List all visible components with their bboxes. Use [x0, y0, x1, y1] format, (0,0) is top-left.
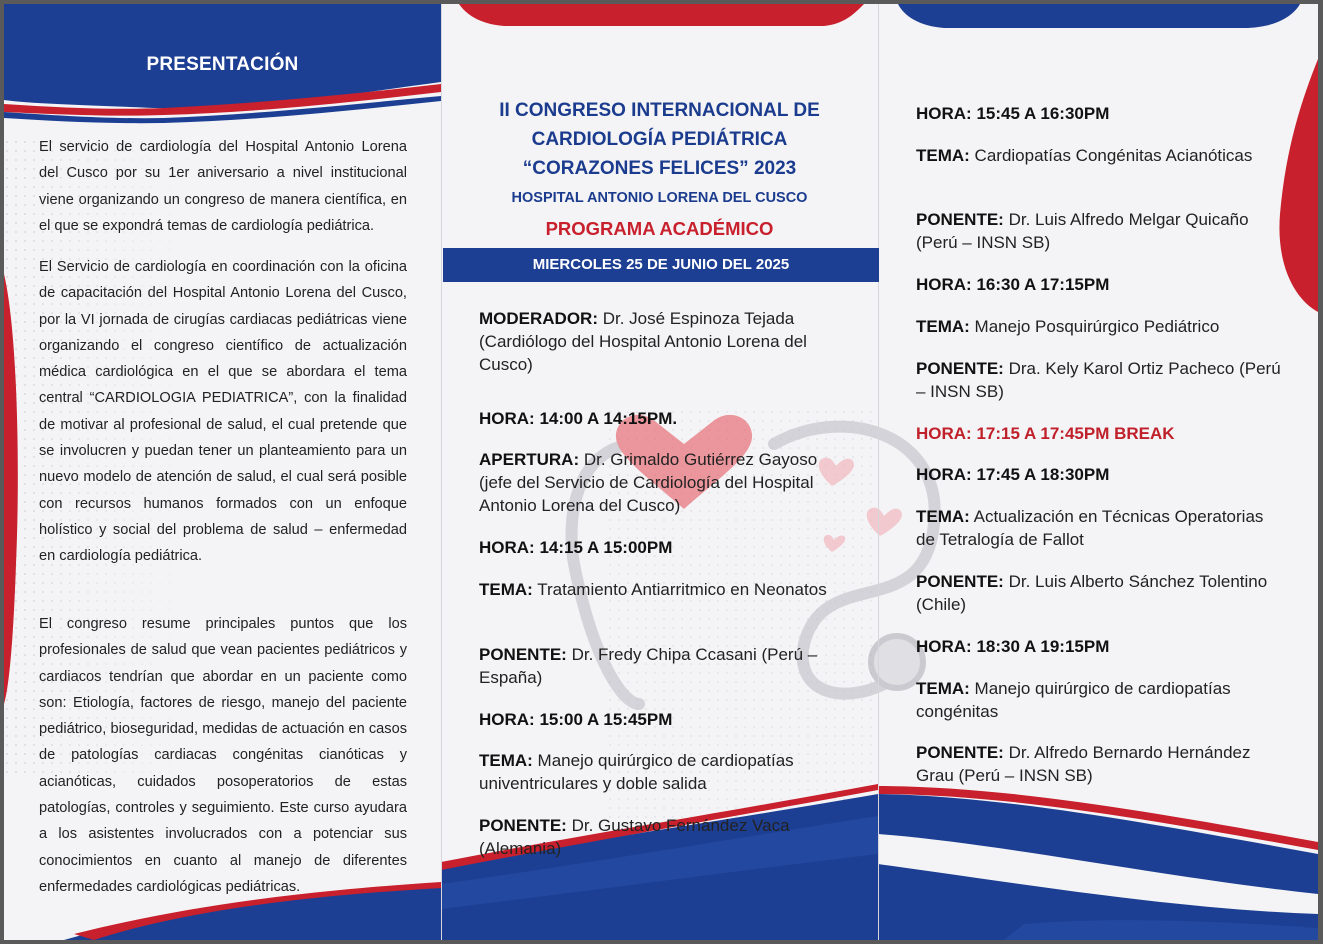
- speaker-3: PONENTE: Dr. Luis Alfredo Melgar Quicaño (Perú – INSN SB): [916, 210, 1249, 252]
- program-panel-2: [878, 4, 1318, 940]
- time-slot-1: HORA: 14:00 A 14:15PM.: [479, 409, 678, 428]
- presentation-title: PRESENTACIÓN: [146, 54, 299, 75]
- time-slot-7: HORA: 18:30 A 19:15PM: [916, 637, 1110, 656]
- opening-entry: APERTURA: Dr. Grimaldo Gutiérrez Gayoso (jefe del Servicio de Cardiología del Hospital Antonio Lorena del Cusco): [479, 450, 818, 515]
- speaker-5: PONENTE: Dr. Luis Alberto Sánchez Tolentino (Chile): [916, 572, 1268, 614]
- speaker-4: PONENTE: Dra. Kely Karol Ortiz Pacheco (Perú – INSN SB): [916, 359, 1281, 401]
- topic-3: TEMA: Cardiopatías Congénitas Acianóticas: [916, 146, 1253, 165]
- date-band: MIERCOLES 25 DE JUNIO DEL 2025: [443, 248, 879, 282]
- brochure-page: [4, 4, 1318, 940]
- title-line-2: CARDIOLOGÍA PEDIÁTRICA: [531, 129, 788, 150]
- presentation-panel: [4, 4, 441, 940]
- time-slot-4: HORA: 15:45 A 16:30PM: [916, 104, 1110, 123]
- time-slot-6: HORA: 17:45 A 18:30PM: [916, 465, 1110, 484]
- speaker-6: PONENTE: Dr. Alfredo Bernardo Hernández Grau (Perú – INSN SB): [916, 743, 1251, 785]
- topic-5: TEMA: Actualización en Técnicas Operatorias de Tetralogía de Fallot: [916, 507, 1264, 549]
- program-panel-1: [441, 4, 878, 940]
- speaker-1: PONENTE: Dr. Fredy Chipa Ccasani (Perú – España): [479, 645, 818, 687]
- hospital-name: HOSPITAL ANTONIO LORENA DEL CUSCO: [511, 190, 808, 206]
- paragraph-1: El servicio de cardiología del Hospital Antonio Lorena del Cusco por su 1er aniversario a nivel institucional viene organizando un congreso de manera científica, en el que se expondrá temas de cardiología pediátrica.: [39, 139, 407, 234]
- time-slot-5: HORA: 16:30 A 17:15PM: [916, 275, 1110, 294]
- paragraph-2: El Servicio de cardiología en coordinación con la oficina de capacitación del Hospital Antonio Lorena del Cusco, por la VI jornada de cirugías cardiacas pediátricas viene organizando el congreso científico de actualización médica cardiológica en el que se abordara el tema central “CARDIOLOGIA PEDIATRICA”, con la finalidad de motivar al profesional de salud, el cual pretende que se involucren y puedan tener un planteamiento para un nuevo modelo de atención de salud, el cual será posible con recursos humanos formados con un enfoque holístico y social del problema de salud – enfermedad en cardiología pediátrica.: [39, 259, 407, 565]
- topic-4: TEMA: Manejo Posquirúrgico Pediátrico: [916, 317, 1220, 336]
- speaker-2: PONENTE: Dr. Gustavo Fernández Vaca (Alemania): [479, 816, 790, 858]
- topic-6: TEMA: Manejo quirúrgico de cardiopatías congénitas: [916, 679, 1231, 721]
- paragraph-3: El congreso resume principales puntos que los profesionales de salud que vean pacientes pediátricos y cardiacos tendrían que abordar en un paciente como son: Etiología, factores de riesgo, manejo del paciente pediátrico, bioseguridad, medidas de actuación en casos de patologías cardiacas congénitas cianóticas y acianóticas, cuidados posoperatorios de estas patologías, controles y seguimiento. Este curso ayudara a los asistentes involucrados con a potenciar sus conocimientos en cuanto al manejo de diferentes enfermedades cardiológicas pediátricas.: [39, 616, 407, 895]
- topic-2: TEMA: Manejo quirúrgico de cardiopatías univentriculares y doble salida: [479, 751, 794, 793]
- break-slot: HORA: 17:15 A 17:45PM BREAK: [916, 424, 1175, 443]
- title-line-3: “CORAZONES FELICES” 2023: [522, 158, 797, 179]
- time-slot-3: HORA: 15:00 A 15:45PM: [479, 710, 673, 729]
- title-line-1: II CONGRESO INTERNACIONAL DE: [499, 100, 820, 121]
- moderator-entry: MODERADOR: Dr. José Espinoza Tejada (Cardiólogo del Hospital Antonio Lorena del Cusco): [479, 309, 807, 374]
- program-title: PROGRAMA ACADÉMICO: [545, 218, 774, 239]
- time-slot-2: HORA: 14:15 A 15:00PM: [479, 538, 673, 557]
- topic-1: TEMA: Tratamiento Antiarritmico en Neonatos: [479, 580, 827, 599]
